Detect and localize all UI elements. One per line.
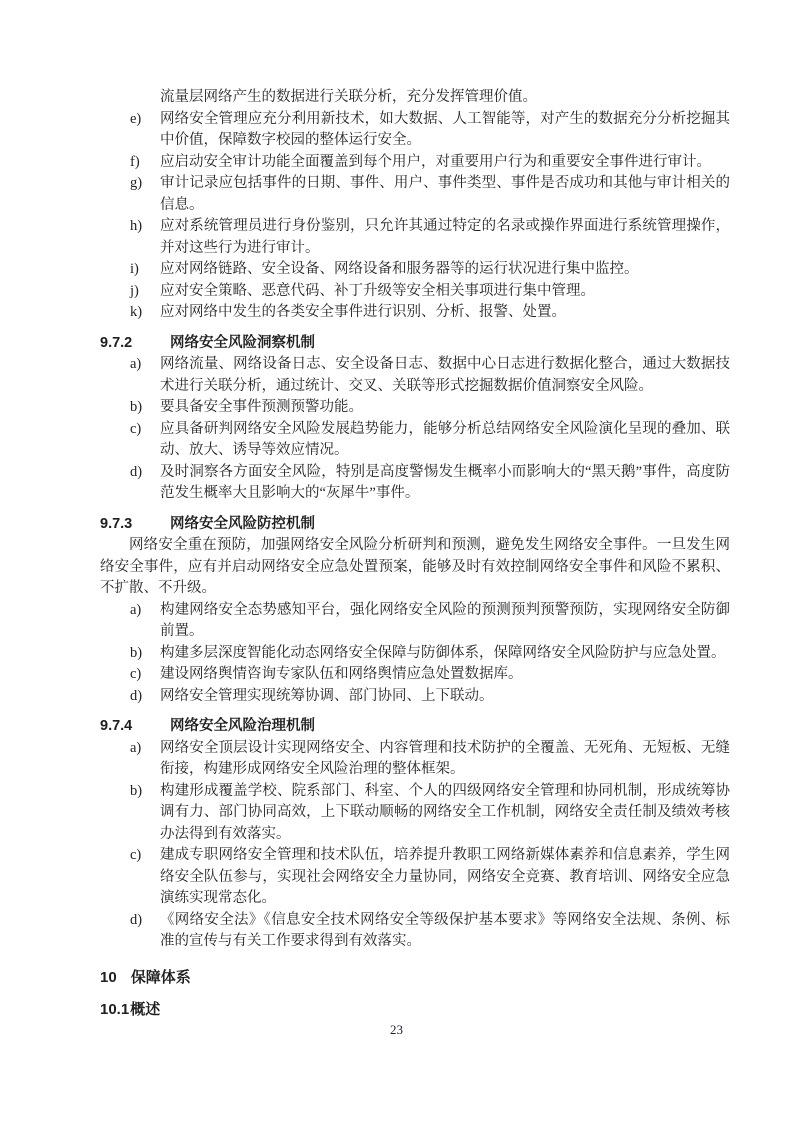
item-label: j) [130,282,139,299]
item-text: 应具备研判网络安全风险发展趋势能力，能够分析总结网络安全风险演化呈现的叠加、联动、放大、诱导等效应情况。 [160,420,730,458]
section-number: 9.7.4 [100,718,133,734]
item-text: 应对网络链路、安全设备、网络设备和服务器等的运行状况进行集中监控。 [160,261,639,277]
item-text: 《网络安全法》《信息安全技术网络安全等级保护基本要求》等网络安全法规、条例、标准的宣传与有关工作要求得到有效落实。 [160,911,730,949]
list-9-7-2 [100,354,730,505]
section-title: 网络安全风险洞察机制 [170,334,315,351]
item-label: b) [130,644,143,661]
item-label: g) [130,175,143,191]
item-label: b) [130,782,143,799]
chapter-number: 10 [100,968,117,986]
list-item [100,152,730,174]
item-text: 应对安全策略、恶意代码、补丁升级等安全相关事项进行集中管理。 [160,282,595,299]
section-title: 概述 [130,1001,161,1018]
page-number: 23 [390,1022,403,1037]
list-item [100,910,730,953]
list-item [100,419,730,462]
item-label: f) [130,153,140,170]
section-number: 9.7.3 [100,515,133,532]
item-label: a) [130,739,142,756]
section-number: 9.7.2 [100,334,133,351]
list-item [100,354,730,397]
item-label: h) [130,218,143,234]
list-item [100,302,730,324]
document-content [100,87,730,1021]
item-text: 网络流量、网络设备日志、安全设备日志、数据中心日志进行数据化整合，通过大数据技术进行关联分析，通过统计、交叉、关联等形式挖掘数据价值洞察安全风险。 [160,356,730,394]
section-intro-paragraph: 网络安全重在预防，加强网络安全风险分析研判和预测，避免发生网络安全事件。一旦发生网络安全事件，应有并启动网络安全应急处置预案，能够及时有效控制网络安全事件和风险不累积、不扩散、不升级。 [100,537,730,596]
section-heading-9-7-4 [100,716,730,738]
item-text: 及时洞察各方面安全风险，特别是高度警惕发生概率小而影响大的“黑天鹅”事件，高度防范发生概率大且影响大的“灰犀牛”事件。 [160,463,730,501]
item-text: 建设网络舆情咨询专家队伍和网络舆情应急处置数据库。 [160,666,523,682]
list-item [100,462,730,505]
list-item [100,173,730,216]
list-9-7-4 [100,738,730,953]
item-text: 应启动安全审计功能全面覆盖到每个用户，对重要用户行为和重要安全事件进行审计。 [160,153,711,170]
item-text: 网络安全管理应充分利用新技术，如大数据、人工智能等，对产生的数据充分分析挖掘其中价值，保障数字校园的整体运行安全。 [160,110,730,148]
item-text: 应对系统管理员进行身份鉴别，只允许其通过特定的名录或操作界面进行系统管理操作，并对这些行为进行审计。 [160,218,730,256]
chapter-title: 保障体系 [130,968,191,986]
item-text: 网络安全顶层设计实现网络安全、内容管理和技术防护的全覆盖、无死角、无短板、无缝衔接，构建形成网络安全风险治理的整体框架。 [160,739,730,777]
list-item [100,281,730,303]
section-heading-9-7-2 [100,333,730,355]
item-label: d) [130,463,143,480]
list-9-7-1 [100,109,730,324]
list-item [100,600,730,643]
list-item [100,781,730,846]
list-item [100,738,730,781]
continuation-line: 流量层网络产生的数据进行关联分析，充分发挥管理价值。 [160,89,537,105]
item-label: c) [130,666,142,682]
chapter-heading-10 [100,967,730,989]
item-text: 构建多层深度智能化动态网络安全保障与防御体系，保障网络安全风险防护与应急处置。 [160,644,726,661]
list-item [100,109,730,152]
item-label: b) [130,399,143,415]
list-item [100,845,730,910]
item-label: e) [130,110,142,127]
section-heading-9-7-3 [100,514,730,536]
list-item [100,686,730,708]
section-heading-10-1 [100,999,730,1021]
item-text: 要具备安全事件预测预警功能。 [160,399,363,415]
item-text: 应对网络中发生的各类安全事件进行识别、分析、报警、处置。 [160,304,566,320]
section-number: 10.1 [100,1001,130,1018]
list-9-7-3 [100,600,730,708]
list-item [100,664,730,686]
item-label: d) [130,687,143,704]
item-label: a) [130,601,142,618]
section-title: 网络安全风险防控机制 [170,515,315,532]
list-item [100,397,730,419]
section-title: 网络安全风险治理机制 [170,718,315,734]
item-label: d) [130,911,143,928]
item-label: k) [130,304,143,320]
list-item [100,643,730,665]
list-item [100,259,730,281]
item-text: 构建网络安全态势感知平台，强化网络安全风险的预测预判预警预防，实现网络安全防御前置。 [160,601,730,639]
item-label: i) [130,261,139,277]
item-text: 构建形成覆盖学校、院系部门、科室、个人的四级网络安全管理和协同机制，形成统筹协调有力、部门协同高效，上下联动顺畅的网络安全工作机制，网络安全责任制及绩效考核办法得到有效落实。 [160,782,730,842]
item-label: a) [130,356,142,372]
item-text: 建成专职网络安全管理和技术队伍，培养提升教职工网络新媒体素养和信息素养，学生网络安全队伍参与，实现社会网络安全力量协同，网络安全竞赛、教育培训、网络安全应急演练实现常态化。 [160,847,730,906]
item-text: 网络安全管理实现统筹协调、部门协同、上下联动。 [160,687,494,704]
item-label: c) [130,420,142,437]
list-item [100,216,730,259]
item-label: c) [130,847,142,863]
item-text: 审计记录应包括事件的日期、事件、用户、事件类型、事件是否成功和其他与审计相关的信息。 [160,175,730,213]
